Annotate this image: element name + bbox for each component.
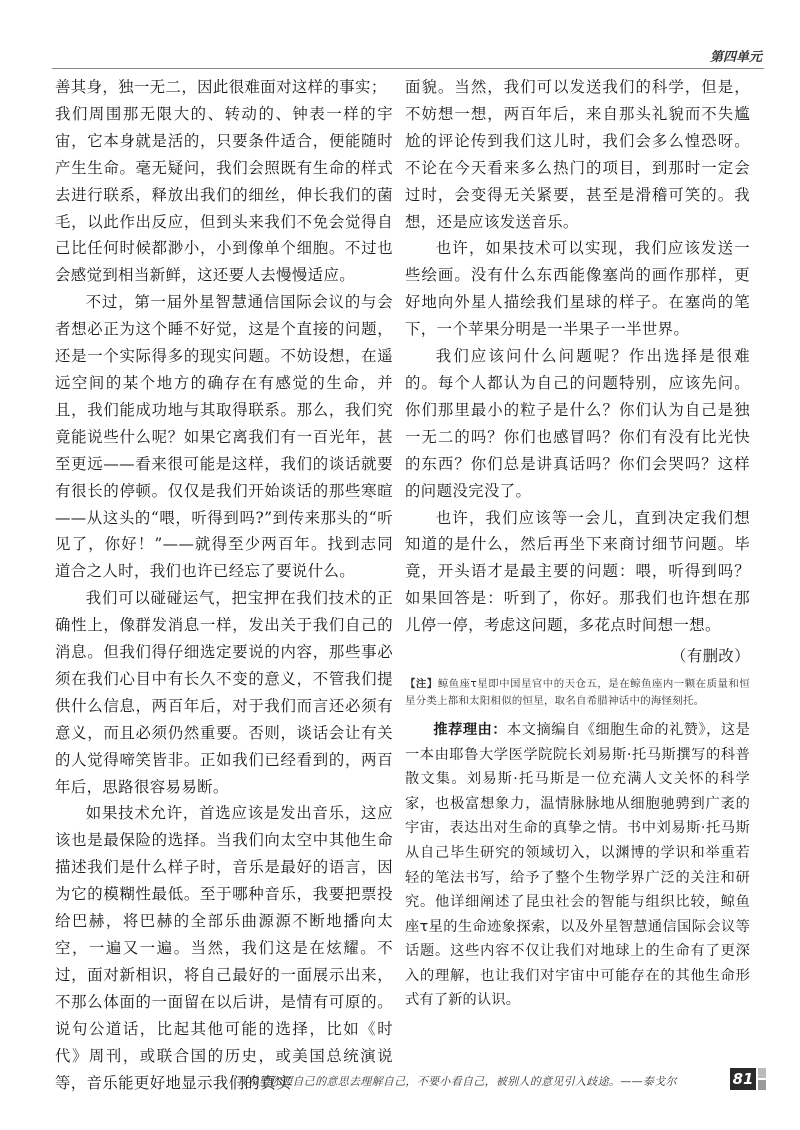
- page-number-decoration: [758, 1068, 766, 1078]
- header-divider: [52, 68, 764, 69]
- left-column: [55, 74, 393, 1096]
- paragraph: 不过，第一届外星智慧通信国际会议的与会者想必正为这个睡不好觉，这是个直接的问题，还是一个实际得多的现实问题。不妨设想，在遥远空间的某个地方的确存在有感觉的生命，并且，我们能成功地与其取得联系。那么，我们究竟能说些什么呢？如果它离我们有一百光年，甚至更远——看来很可能是这样，我们的谈话就要有很长的停顿。仅仅是我们开始谈话的那些寒暄——从这头的“喂，听得到吗?”到传来那头的“听见了，你好！”——就得至少两百年。找到志同道合之人时，我们也许已经忘了要说什么。: [55, 293, 393, 581]
- right-column: [405, 74, 750, 1013]
- paragraph: 善其身，独一无二，因此很难面对这样的事实；: [55, 78, 387, 96]
- paragraph: 我们可以碰碰运气，把宝押在我们技术的正确性上，像群发消息一样，发出关于我们自己的消息。但我们得仔细选定要说的内容，那些事必须在我们心目中有长久不变的意义，不管我们提供什么信息，两百年后，对于我们而言还必须有意义，而且必须仍然重要。否则，谈话会让有关的人觉得啼笑皆非。正如我们已经看到的，两百年后，思路很容易易断。: [55, 589, 393, 796]
- recommendation-text: 本文摘编自《细胞生命的礼赞》，这是一本由耶鲁大学医学院院长刘易斯·托马斯撰写的科普散文集。刘易斯·托马斯是一位充满人文关怀的科学家，也极富想象力，温情脉脉地从细胞驰骋到广袤的宇宙，表达出对生命的真挚之情。书中刘易斯·托马斯从自己毕生研究的领域切入，以渊博的学识和举重若轻的笔法书写，给予了整个生物学界广泛的关注和研究。他详细阐述了昆虫社会的智能与组织比较，鲸鱼座τ星的生命迹象探索，以及外星智慧通信国际会议等话题。这些内容不仅让我们对地球上的生命有了更深入的理解，也让我们对宇宙中可能存在的其他生命形式有了新的认识。: [405, 721, 750, 1009]
- annotation-label: 【注】: [405, 677, 438, 690]
- footer-quote: 我希望你照自己的意思去理解自己，不要小看自己，被别人的意见引入歧途。——泰戈尔: [236, 1075, 677, 1088]
- page-number: 81: [730, 1068, 756, 1090]
- annotation: [405, 676, 750, 710]
- paragraph: 面貌。当然，我们可以发送我们的科学，但是，不妨想一想，两百年后，来自那头礼貌而不失尴尬的评论传到我们这儿时，我们会多么惶恐呀。不论在今天看来多么热门的项目，到那时一定会过时，会变得无关紧要，甚至是滑稽可笑的。我想，还是应该发送音乐。: [405, 78, 750, 231]
- source-note: （有删改）: [671, 647, 750, 666]
- recommendation: [405, 718, 750, 1013]
- paragraph: 我们周围那无限大的、转动的、钟表一样的宇宙，它本身就是活的，只要条件适合，便能随时产生生命。毫无疑问，我们会照既有生命的样式去进行联系，释放出我们的细丝，伸长我们的菌毛，以此作出反应，但到头来我们不免会觉得自己比任何时候都渺小，小到像单个细胞。不过也会感觉到相当新鲜，这还要人去慢慢适应。: [55, 104, 393, 285]
- unit-header: 第四单元: [709, 50, 762, 65]
- page-number-decoration: [758, 1080, 766, 1090]
- annotation-text: 鲸鱼座τ星即中国星官中的天仓五，是在鲸鱼座内一颗在质量和恒星分类上都和太阳相似的恒星，取名自希腊神话中的海怪刻托。: [405, 677, 751, 707]
- recommendation-label: 推荐理由：: [433, 721, 508, 738]
- paragraph: 我们应该问什么问题呢？作出选择是很难的。每个人都认为自己的问题特别，应该先问。你们那里最小的粒子是什么？你们认为自己是独一无二的吗？你们也感冒吗？你们有没有比光快的东西？你们总是讲真话吗？你们会哭吗？这样的问题没完没了。: [405, 347, 750, 500]
- paragraph: 也许，如果技术可以实现，我们应该发送一些绘画。没有什么东西能像塞尚的画作那样，更好地向外星人描绘我们星球的样子。在塞尚的笔下，一个苹果分明是一半果子一半世界。: [405, 239, 750, 339]
- paragraph: 也许，我们应该等一会儿，直到决定我们想知道的是什么，然后再坐下来商讨细节问题。毕竟，开头语才是最主要的问题：喂，听得到吗？如果回答是：听到了，你好。那我们也许想在那儿停一停，考虑这问题，多花点时间想一想。: [405, 508, 750, 635]
- paragraph: 如果技术允许，首选应该是发出音乐，这应该也是最保险的选择。当我们向太空中其他生命描述我们是什么样子时，音乐是最好的语言，因为它的模糊性最低。至于哪种音乐，我要把票投给巴赫，将巴赫的全部乐曲源源不断地播向太空，一遍又一遍。当然，我们这是在炫耀。不过，面对新相识，将自己最好的一面展示出来，不那么体面的一面留在以后讲，是情有可原的。说句公道话，比起其他可能的选择，比如《时代》周刊，或联合国的历史，或美国总统演说等，音乐能更好地显示我们的真实: [55, 804, 393, 1092]
